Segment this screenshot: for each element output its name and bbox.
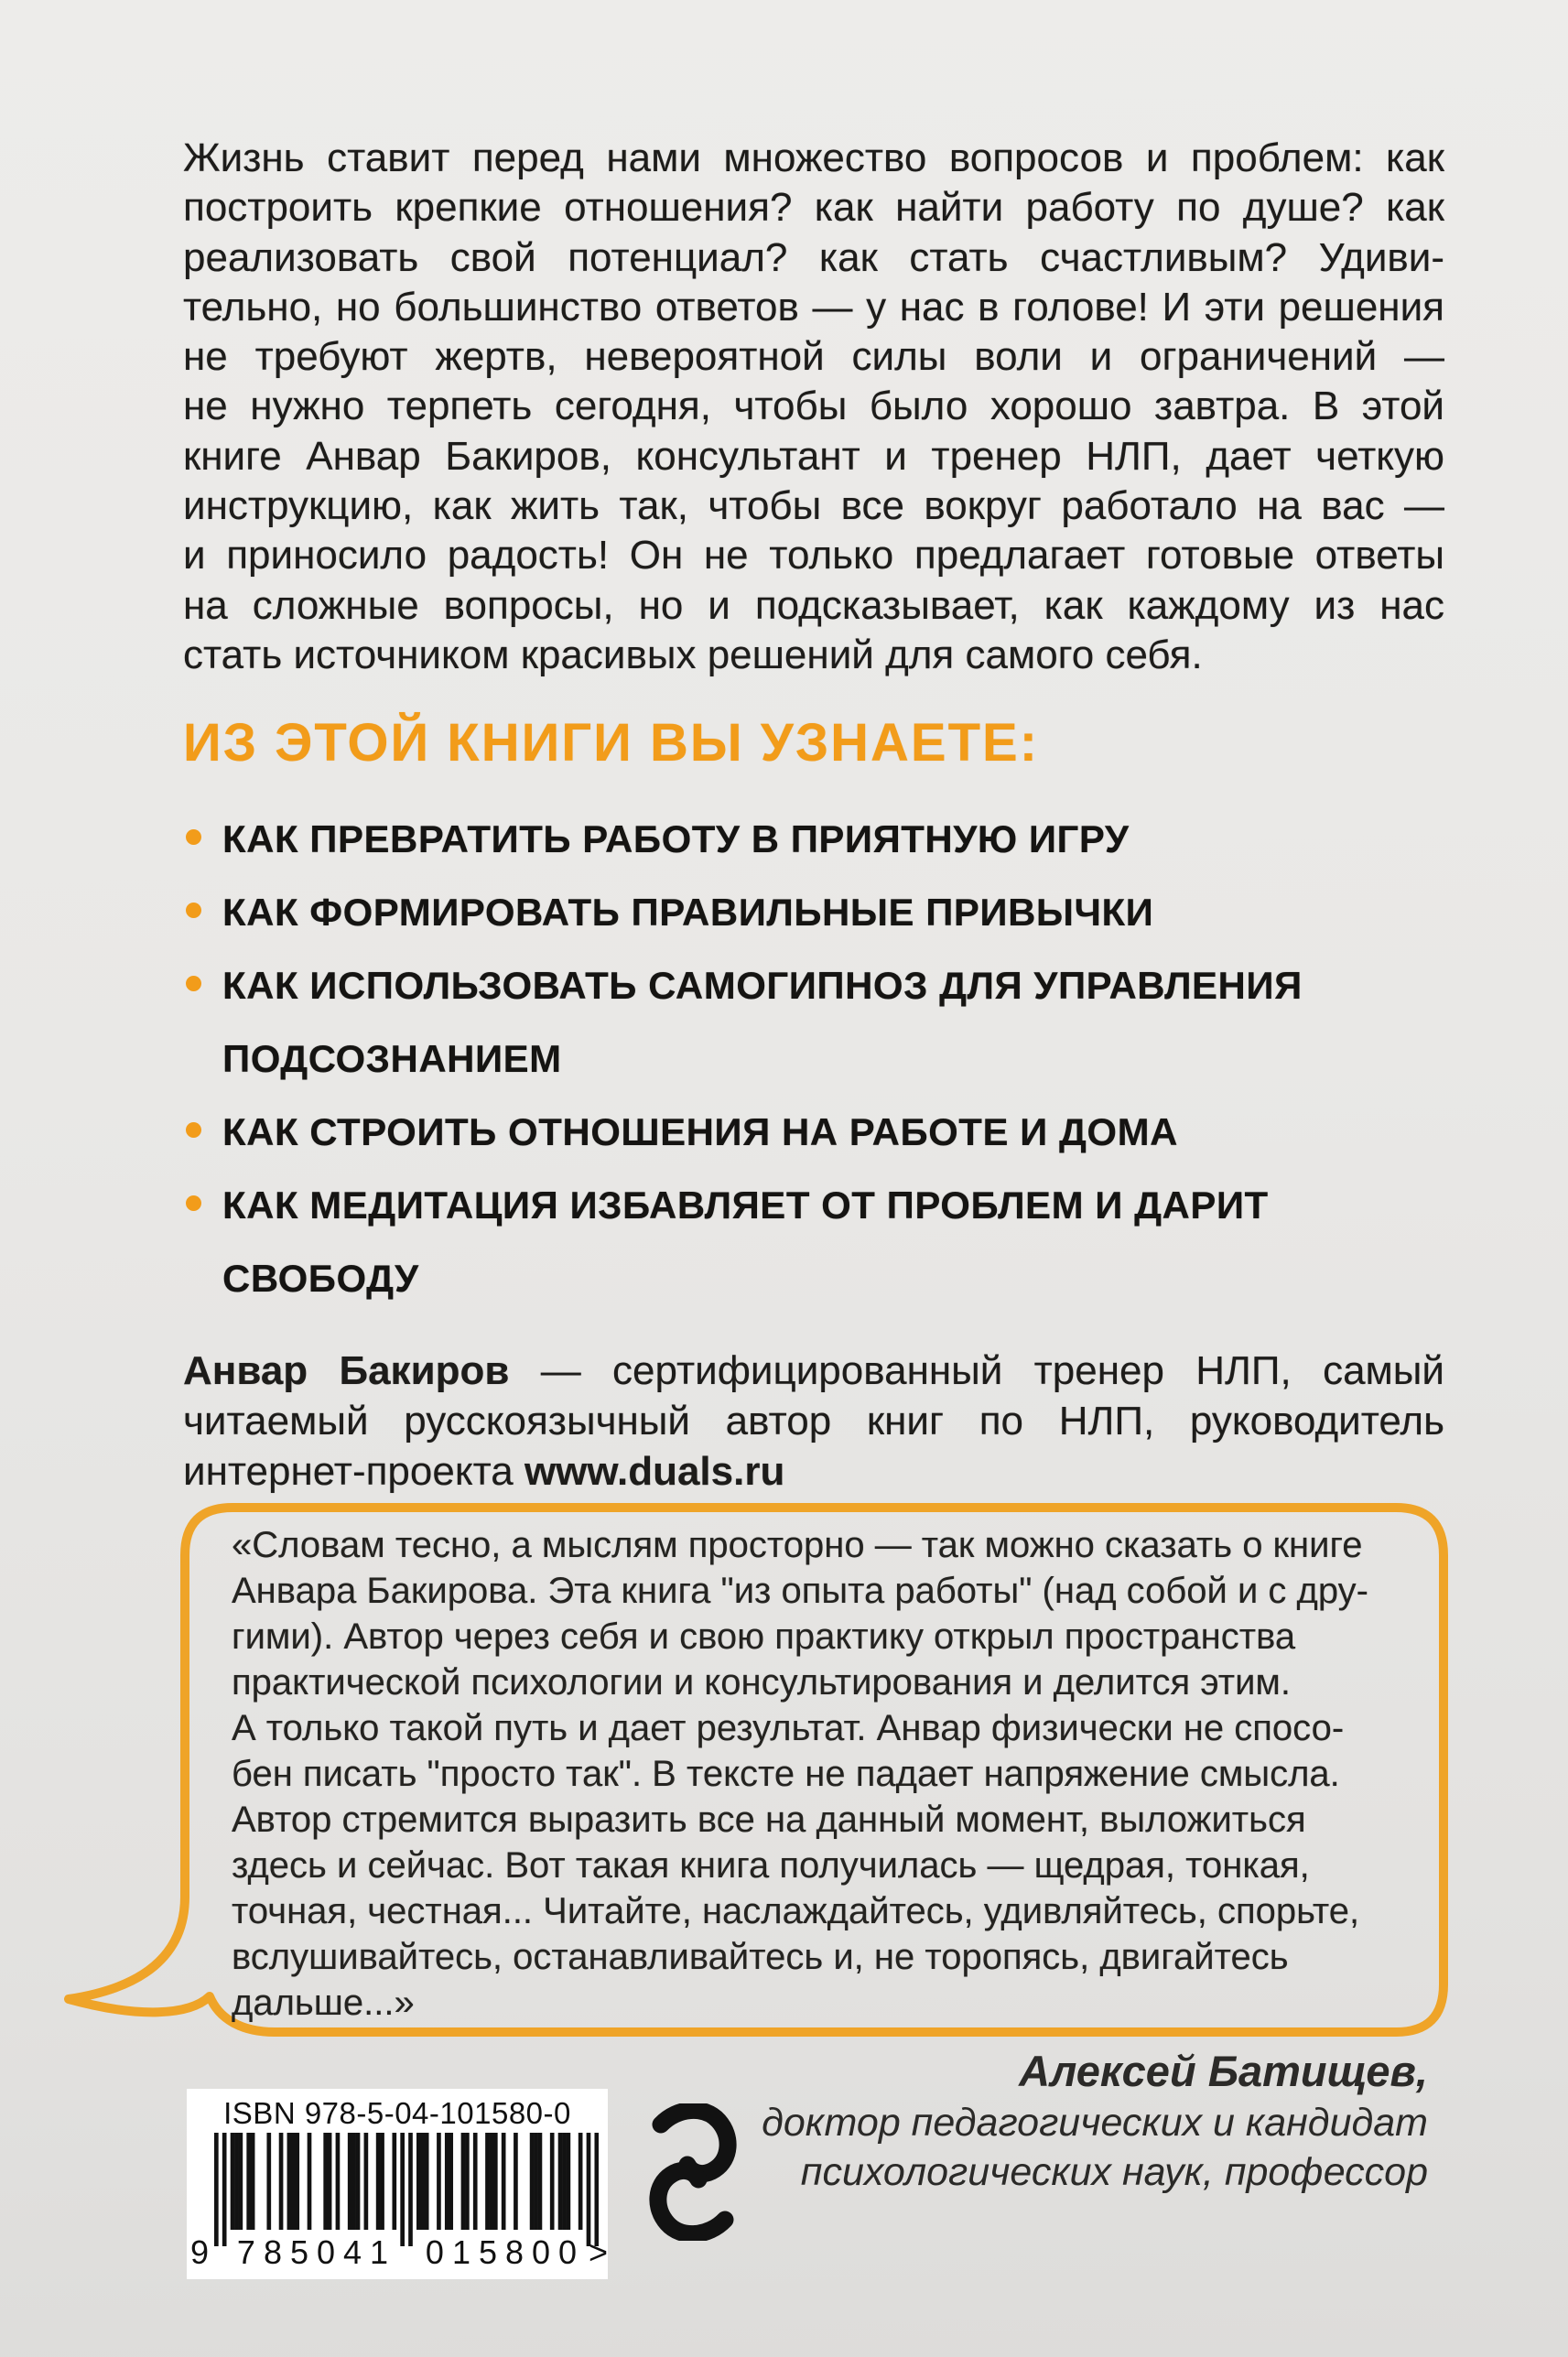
intro-line: на сложные вопросы, но и подсказывает, как каждому из нас xyxy=(183,582,1444,628)
barcode-digits-left: 785041 xyxy=(236,2233,397,2271)
intro-line: реализовать свой потенциал? как стать счастливым? Удиви- xyxy=(183,234,1444,280)
barcode-digits-right: 015800 xyxy=(425,2233,586,2271)
review-quote xyxy=(232,1522,1407,2026)
intro-line: книге Анвар Бакиров, консультант и тренер НЛП, дает четкую xyxy=(183,433,1444,479)
bio-text: интернет-проекта xyxy=(183,1449,524,1494)
logo-top-swirl xyxy=(661,2110,728,2173)
author-website: www.duals.ru xyxy=(524,1449,785,1494)
bio-line xyxy=(183,1346,1444,1396)
bio-line: читаемый русскоязычный автор книг по НЛП, руководитель xyxy=(183,1399,1444,1443)
list-item-text: КАК ФОРМИРОВАТЬ ПРАВИЛЬНЫЕ ПРИВЫЧКИ xyxy=(222,891,1154,934)
author-name: Анвар Бакиров xyxy=(183,1348,510,1393)
quote-line: бен писать "просто так". В тексте не падает напряжение смысла. xyxy=(232,1754,1340,1794)
barcode-quiet-zone-mark: > xyxy=(588,2233,608,2271)
list-item-text: ПОДСОЗНАНИЕМ xyxy=(222,1037,562,1080)
list-item-continuation xyxy=(222,1037,1449,1088)
list-item-continuation xyxy=(222,1257,1449,1308)
list-item xyxy=(222,1110,1449,1162)
intro-line: не требуют жертв, невероятной силы воли и ограничений — xyxy=(183,334,1444,380)
intro-line: тельно, но большинство ответов — у нас в голове! И эти решения xyxy=(183,284,1444,330)
list-item xyxy=(222,891,1449,942)
reviewer-name: Алексей Батищев, xyxy=(1019,2047,1428,2095)
list-item-text: КАК СТРОИТЬ ОТНОШЕНИЯ НА РАБОТЕ И ДОМА xyxy=(222,1110,1178,1153)
list-item-text: КАК ИСПОЛЬЗОВАТЬ САМОГИПНОЗ ДЛЯ УПРАВЛЕНИЯ xyxy=(222,964,1303,1007)
list-item xyxy=(222,964,1449,1015)
quote-line: практической психологии и консультирования и делится этим. xyxy=(232,1662,1292,1703)
bio-text: — сертифицированный тренер НЛП, самый xyxy=(509,1348,1444,1393)
learn-section-heading: ИЗ ЭТОЙ КНИГИ ВЫ УЗНАЕТЕ: xyxy=(183,713,1040,773)
bullet-dot-icon xyxy=(186,829,201,845)
isbn-barcode-block xyxy=(187,2089,608,2279)
list-item-text: КАК ПРЕВРАТИТЬ РАБОТУ В ПРИЯТНУЮ ИГРУ xyxy=(222,817,1130,860)
intro-line: Жизнь ставит перед нами множество вопросов и проблем: как xyxy=(183,135,1444,180)
quote-line: А только такой путь и дает результат. Анвар физически не спосо- xyxy=(232,1708,1345,1748)
reviewer-title: психологических наук, профессор xyxy=(800,2150,1428,2194)
barcode-digit-first: 9 xyxy=(190,2233,210,2271)
logo-bottom-swirl xyxy=(658,2170,725,2233)
intro-line: и приносило радость! Он не только предлагает готовые ответы xyxy=(183,533,1444,578)
bullet-dot-icon xyxy=(186,1195,201,1211)
bio-line xyxy=(183,1446,1444,1497)
bullet-dot-icon xyxy=(186,1122,201,1138)
isbn-number: ISBN 978-5-04-101580-0 xyxy=(223,2096,571,2130)
ean13-barcode xyxy=(214,2133,599,2248)
list-item-text: КАК МЕДИТАЦИЯ ИЗБАВЛЯЕТ ОТ ПРОБЛЕМ И ДАРИТ xyxy=(222,1184,1269,1227)
list-item xyxy=(222,1184,1449,1235)
author-bio xyxy=(183,1346,1444,1497)
list-item xyxy=(222,817,1449,869)
bullet-dot-icon xyxy=(186,903,201,918)
quote-line: Анвара Бакирова. Эта книга "из опыта работы" (над собой и с дру- xyxy=(232,1571,1368,1611)
intro-line: не нужно терпеть сегодня, чтобы было хорошо завтра. В этой xyxy=(183,384,1444,429)
quote-line: здесь и сейчас. Вот такая книга получилась — щедрая, тонкая, xyxy=(232,1845,1310,1886)
quote-line: дальше...» xyxy=(232,1983,415,2023)
eksmo-publisher-logo xyxy=(648,2103,738,2241)
quote-line: вслушивайтесь, останавливайтесь и, не торопясь, двигайтесь xyxy=(232,1937,1289,1977)
list-item-text: СВОБОДУ xyxy=(222,1257,419,1300)
intro-line: построить крепкие отношения? как найти работу по душе? как xyxy=(183,185,1444,231)
reviewer-title: доктор педагогических и кандидат xyxy=(762,2101,1428,2145)
quote-line: «Словам тесно, а мыслям просторно — так можно сказать о книге xyxy=(232,1525,1363,1565)
intro-line: инструкцию, как жить так, чтобы все вокруг работало на вас — xyxy=(183,483,1444,529)
quote-line: Автор стремится выразить все на данный момент, выложиться xyxy=(232,1800,1306,1840)
bullet-dot-icon xyxy=(186,976,201,991)
quote-line: гими). Автор через себя и свою практику открыл пространства xyxy=(232,1616,1296,1657)
quote-line: точная, честная... Читайте, наслаждайтесь, удивляйтесь, спорьте, xyxy=(232,1891,1360,1931)
intro-paragraph xyxy=(183,134,1444,680)
quote-attribution xyxy=(762,2045,1428,2197)
intro-line: стать источником красивых решений для самого себя. xyxy=(183,632,1203,677)
